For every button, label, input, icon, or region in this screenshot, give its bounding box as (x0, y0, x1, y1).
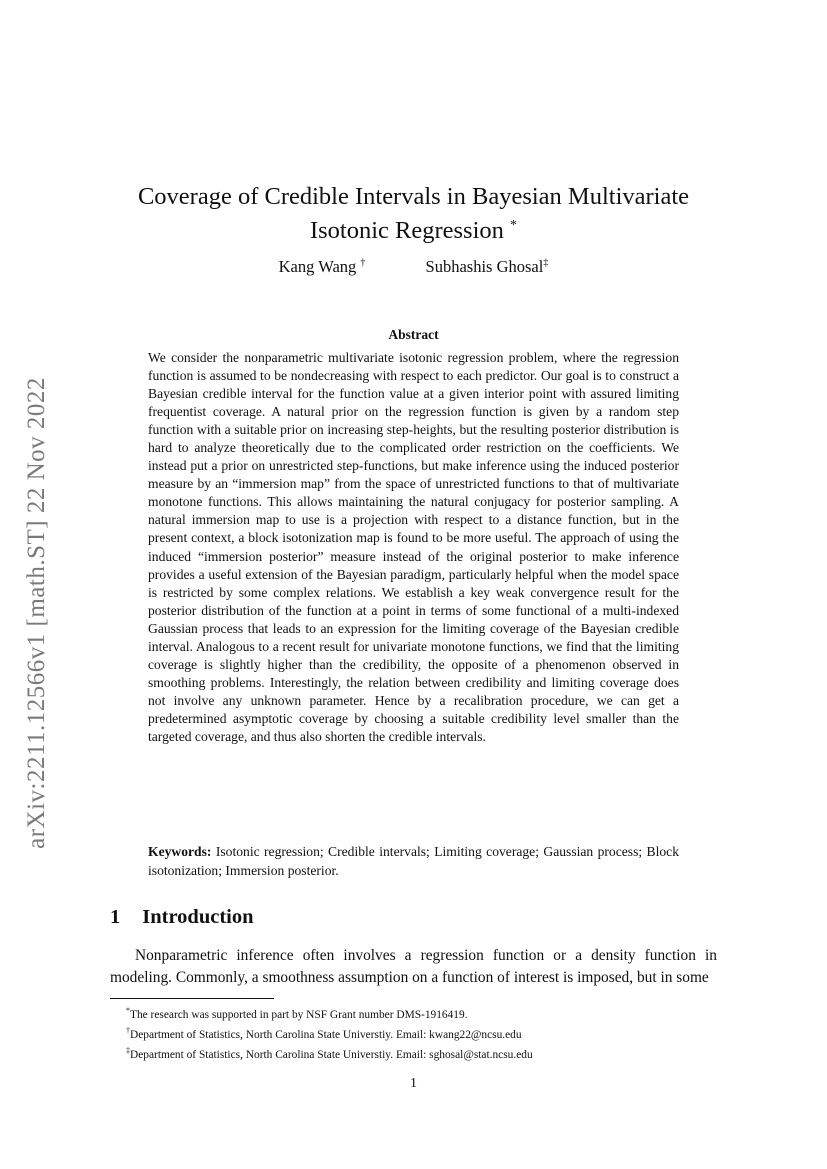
author-footnote-mark: ‡ (543, 257, 549, 269)
keywords-label: Keywords: (148, 844, 212, 859)
section-heading-introduction (110, 906, 717, 929)
paper-title (110, 180, 717, 248)
footnote-text: The research was supported in part by NSF Grant number DMS-1916419. (130, 1008, 468, 1021)
arxiv-identifier-stamp: arXiv:2211.12566v1 [math.ST] 22 Nov 2022 (23, 377, 50, 849)
section-number: 1 (110, 906, 121, 928)
footnote-funding (110, 1003, 730, 1023)
page-number: 1 (410, 1076, 417, 1091)
title-line-2: Isotonic Regression (309, 217, 504, 245)
keywords (148, 843, 679, 880)
footnote-author-2 (110, 1043, 730, 1063)
footnote-mark: * (126, 1006, 130, 1015)
author-subhashis-ghosal (426, 257, 549, 276)
footnote-text: Department of Statistics, North Carolina State Universtiy. Email: sghosal@stat.ncsu.edu (130, 1049, 533, 1062)
title-line-1: Coverage of Credible Intervals in Bayesian Multivariate (137, 183, 690, 211)
abstract-heading: Abstract (388, 327, 439, 342)
author-name: Subhashis Ghosal (425, 257, 544, 276)
abstract-body: We consider the nonparametric multivariate isotonic regression problem, where the regression function is assumed to be nondecreasing with respect to each predictor. Our goal is to construct a Bayesian credible interval for the function value at a given interior point with assured limiting frequentist coverage. A natural prior on the regression function is given by a random step function with a suitable prior on increasing step-heights, but the resulting posterior distribution is hard to analyze theoretically due to the complicated order restriction on the coefficients. We instead put a prior on unrestricted step-functions, but make inference using the induced posterior measure by an “immersion map” from the space of unrestricted functions to that of multivariate monotone functions. This allows maintaining the natural conjugacy for posterior sampling. A natural immersion map to use is a projection with respect to a distance function, but in the present context, a block isotonization map is found to be more useful. The approach of using the induced “immersion posterior” measure instead of the original posterior to make inference provides a useful extension of the Bayesian paradigm, particularly helpful when the model space is restricted by some complex relations. We establish a key weak convergence result for the posterior distribution of the function at a point in terms of some functional of a multi-indexed Gaussian process that leads to an expression for the limiting coverage of the Bayesian credible interval. Analogous to a recent result for univariate monotone functions, we find that the limiting coverage is slightly higher than the credibility, the opposite of a phenomenon observed in smoothing problems. Interestingly, the relation between credibility and limiting coverage does not involve any unknown parameter. Hence by a recalibration procedure, we can get a predetermined asymptotic coverage by choosing a suitable credibility level smaller than the targeted coverage, and thus also shorten the credible intervals. (148, 350, 679, 744)
footnotes (110, 1003, 730, 1064)
title-footnote-mark: * (510, 218, 518, 234)
section-title: Introduction (142, 906, 254, 928)
footnote-mark: ‡ (126, 1046, 130, 1056)
author-footnote-mark: † (360, 257, 366, 269)
keywords-text: Isotonic regression; Credible intervals; Limiting coverage; Gaussian process; Block isotonization; Immersion posterior. (148, 844, 679, 878)
footnote-text: Department of Statistics, North Carolina State Universtiy. Email: kwang22@ncsu.edu (130, 1029, 522, 1041)
footnote-author-1 (110, 1023, 730, 1043)
author-name: Kang Wang (278, 257, 357, 276)
footnote-mark: † (126, 1026, 130, 1036)
author-kang-wang (279, 257, 366, 276)
footnote-divider (110, 998, 274, 999)
introduction-paragraph: Nonparametric inference often involves a regression function or a density function in modeling. Commonly, a smoothness assumption on a function of interest is imposed, but in some (110, 947, 717, 986)
author-list (110, 257, 717, 277)
